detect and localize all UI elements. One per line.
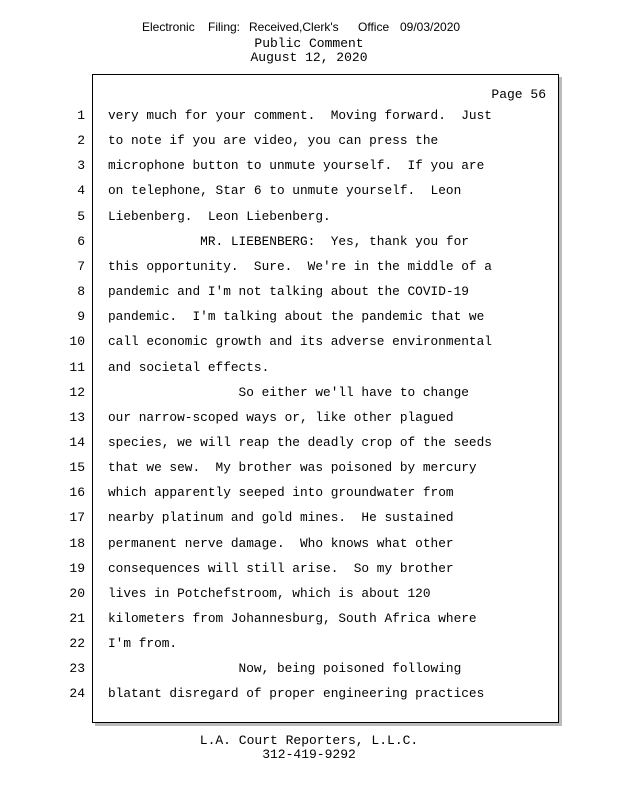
line-number: 16	[69, 485, 85, 500]
document-title: Public Comment	[254, 36, 364, 51]
line-number: 3	[77, 158, 85, 173]
line-text: consequences will still arise. So my brother	[108, 561, 454, 576]
line-text: I'm from.	[108, 636, 178, 651]
stamp-word-electronic: Electronic	[142, 20, 195, 34]
line-text: lives in Potchefstroom, which is about 120	[108, 586, 431, 601]
line-text: call economic growth and its adverse environmental	[108, 334, 492, 349]
stamp-word-date: 09/03/2020	[400, 20, 461, 34]
line-text: pandemic and I'm not talking about the COVID-19	[108, 284, 469, 299]
filing-stamp	[0, 20, 618, 36]
line-text: which apparently seeped into groundwater from	[108, 485, 454, 500]
line-number: 13	[69, 410, 85, 425]
line-text: and societal effects.	[108, 360, 270, 375]
line-number: 17	[69, 510, 85, 525]
line-text: blatant disregard of proper engineering practices	[108, 686, 485, 701]
line-text: this opportunity. Sure. We're in the middle of a	[108, 259, 492, 274]
line-number: 6	[77, 234, 85, 249]
line-number: 12	[69, 385, 85, 400]
line-text: permanent nerve damage. Who knows what other	[108, 536, 454, 551]
line-text: our narrow-scoped ways or, like other plagued	[108, 410, 454, 425]
line-number: 20	[69, 586, 85, 601]
line-text: pandemic. I'm talking about the pandemic that we	[108, 309, 485, 324]
document-date: August 12, 2020	[250, 50, 368, 65]
footer-phone: 312-419-9292	[262, 747, 356, 762]
line-text: microphone button to unmute yourself. If you are	[108, 158, 485, 173]
stamp-word-filing: Filing:	[208, 20, 241, 34]
line-number: 7	[77, 259, 85, 274]
line-text: to note if you are video, you can press the	[108, 133, 439, 148]
line-text: species, we will reap the deadly crop of the seeds	[108, 435, 492, 450]
line-number: 22	[69, 636, 85, 651]
line-number: 18	[69, 536, 85, 551]
line-text: Now, being poisoned following	[108, 661, 462, 676]
footer-company: L.A. Court Reporters, L.L.C.	[199, 733, 419, 748]
line-number: 19	[69, 561, 85, 576]
page-number: Page 56	[491, 87, 546, 102]
line-number: 14	[69, 435, 85, 450]
stamp-word-received: Received,Clerk's	[249, 20, 339, 34]
line-number: 2	[77, 133, 85, 148]
line-number: 10	[69, 334, 85, 349]
line-number: 15	[69, 460, 85, 475]
line-text: MR. LIEBENBERG: Yes, thank you for	[108, 234, 469, 249]
line-number: 5	[77, 209, 85, 224]
line-number: 4	[77, 183, 85, 198]
line-text: that we sew. My brother was poisoned by mercury	[108, 460, 477, 475]
line-number: 8	[77, 284, 85, 299]
line-text: nearby platinum and gold mines. He sustained	[108, 510, 454, 525]
line-number: 1	[77, 108, 85, 123]
line-number: 11	[69, 360, 85, 375]
line-number: 23	[69, 661, 85, 676]
line-text: on telephone, Star 6 to unmute yourself. Leon	[108, 183, 462, 198]
line-number: 9	[77, 309, 85, 324]
line-number: 21	[69, 611, 85, 626]
stamp-word-office: Office	[358, 20, 390, 34]
line-text: Liebenberg. Leon Liebenberg.	[108, 209, 331, 224]
line-text: So either we'll have to change	[108, 385, 469, 400]
line-text: kilometers from Johannesburg, South Africa where	[108, 611, 477, 626]
line-number: 24	[69, 686, 85, 701]
line-text: very much for your comment. Moving forward. Just	[108, 108, 492, 123]
